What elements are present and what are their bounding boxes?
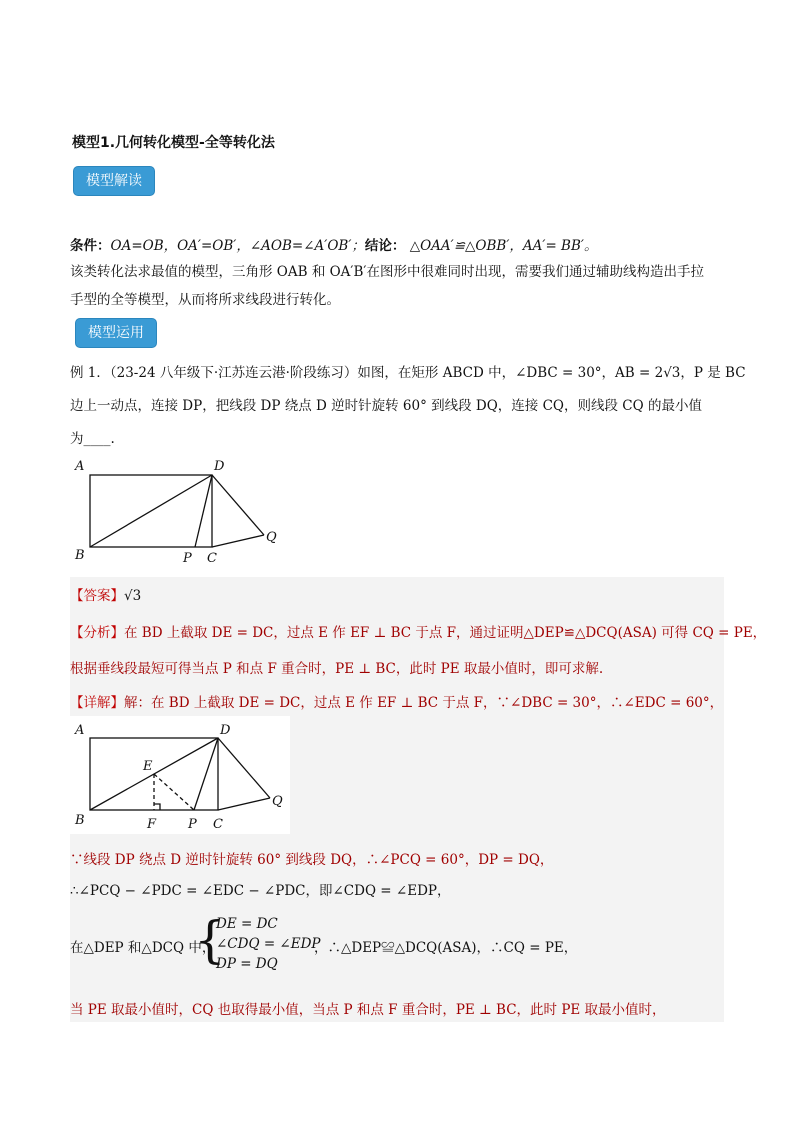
example-line-2: 边上一动点，连接 DP，把线段 DP 绕点 D 逆时针旋转 60° 到线段 DQ，连接 CQ，则线段 CQ 的最小值 (70, 398, 702, 414)
detail-text-1: 解：在 BD 上截取 DE = DC，过点 E 作 EF ⊥ BC 于点 F，∵∠DBC = 30°，∴∠EDC = 60°， (124, 695, 724, 711)
segment-cq (212, 535, 264, 547)
analysis-line-2: 根据垂线段最短可得当点 P 和点 F 重合时，PE ⊥ BC，此时 PE 取最小值时，即可求解. (70, 661, 604, 677)
label-d: D (214, 459, 225, 474)
example-line-3: 为____. (70, 431, 115, 447)
label-e-2: E (143, 759, 153, 774)
label-c-2: C (213, 817, 223, 832)
label-q: Q (266, 530, 277, 545)
condition-text: OA=OB，OA′=OB′，∠AOB=∠A′OB′； (110, 238, 365, 254)
label-q-2: Q (272, 794, 283, 809)
conclusion-label: 结论： (364, 238, 406, 254)
segment-dp (195, 475, 212, 547)
conclusion-text: △OAA′≌△OBB′，AA′= BB′。 (409, 238, 598, 254)
model-reading-badge: 模型解读 (73, 166, 155, 196)
right-angle-mark (154, 804, 160, 810)
detail-line-2: ∵线段 DP 绕点 D 逆时针旋转 60° 到线段 DQ，∴∠PCQ = 60°，DP = DQ， (70, 852, 554, 868)
label-f-2: F (147, 817, 157, 832)
analysis-text-1: 在 BD 上截取 DE = DC，过点 E 作 EF ⊥ BC 于点 F，通过证明△DEP≌△DCQ(ASA) 可得 CQ = PE， (124, 625, 767, 641)
detail-line-5: 当 PE 取最小值时，CQ 也取得最小值，当点 P 和点 F 重合时，PE ⊥ BC，此时 PE 取最小值时， (70, 1002, 666, 1018)
segment-bd (90, 475, 212, 547)
label-d-2: D (220, 723, 231, 738)
condition-line (70, 234, 597, 254)
system-eq-1: DE = DC (216, 916, 278, 932)
segment-dq-2 (218, 738, 270, 798)
detail-line-3: ∴∠PCQ − ∠PDC = ∠EDC − ∠PDC，即∠CDQ = ∠EDP， (70, 883, 451, 899)
intro-line-2: 手型的全等模型，从而将所求线段进行转化。 (70, 292, 340, 308)
answer-label: 【答案】 (70, 588, 124, 604)
answer-value: √3 (124, 588, 142, 604)
detail-line-4-suffix: ，∴△DEP≌△DCQ(ASA)，∴CQ = PE， (314, 940, 578, 956)
analysis-label: 【分析】 (70, 625, 124, 641)
segment-cq-2 (218, 798, 270, 810)
example-line-1: 例 1．（23-24 八年级下·江苏连云港·阶段练习）如图，在矩形 ABCD 中，∠DBC = 30°，AB = 2√3，P 是 BC (70, 365, 746, 381)
figure-rectangle-abcd (70, 455, 290, 570)
section-title: 模型1.几何转化模型-全等转化法 (72, 135, 275, 151)
detail-line-4-prefix: 在△DEP 和△DCQ 中， (70, 940, 216, 956)
figure-rectangle-with-auxiliary (70, 716, 290, 834)
segment-dq (212, 475, 264, 535)
brace-symbol: { (194, 911, 226, 969)
label-p-2: P (188, 817, 197, 832)
label-b-2: B (75, 813, 85, 828)
answer-line (70, 584, 141, 604)
system-eq-2: ∠CDQ = ∠EDP (216, 936, 321, 952)
label-c: C (207, 551, 217, 566)
condition-label: 条件： (70, 238, 111, 254)
model-use-badge: 模型运用 (75, 318, 157, 348)
label-p: P (183, 551, 192, 566)
detail-label: 【详解】 (70, 695, 124, 711)
label-a: A (75, 459, 85, 474)
analysis-line-1 (70, 621, 766, 641)
label-a-2: A (75, 723, 85, 738)
system-eq-3: DP = DQ (216, 956, 278, 972)
intro-line-1: 该类转化法求最值的模型，三角形 OAB 和 OA′B′在图形中很难同时出现，需要我们通过辅助线构造出手拉 (70, 264, 704, 280)
detail-line-1 (70, 691, 723, 711)
label-b: B (75, 548, 85, 563)
